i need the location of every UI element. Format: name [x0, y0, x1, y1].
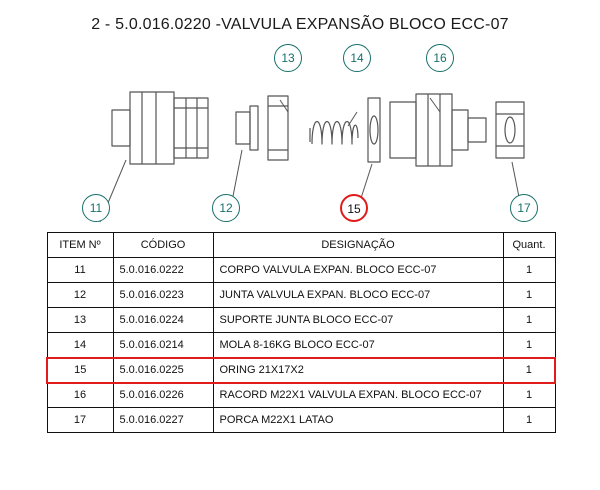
- part-racord: [390, 94, 486, 166]
- cell-item: 12: [47, 283, 113, 308]
- table-row: [47, 408, 555, 433]
- column-header-item: ITEM Nº: [47, 233, 113, 258]
- table-row: [47, 258, 555, 283]
- callout-balloon-16[interactable]: 16: [426, 44, 454, 72]
- table-row: [47, 283, 555, 308]
- cell-item: 15: [47, 358, 113, 383]
- cell-quantity: 1: [503, 358, 555, 383]
- callout-balloon-13[interactable]: 13: [274, 44, 302, 72]
- cell-designation: JUNTA VALVULA EXPAN. BLOCO ECC-07: [213, 283, 503, 308]
- table-header-row: [47, 233, 555, 258]
- parts-table: [46, 232, 556, 433]
- cell-item: 11: [47, 258, 113, 283]
- cell-quantity: 1: [503, 283, 555, 308]
- part-nut: [496, 102, 524, 158]
- column-header-code: CÓDIGO: [113, 233, 213, 258]
- cell-code: 5.0.016.0224: [113, 308, 213, 333]
- cell-designation: CORPO VALVULA EXPAN. BLOCO ECC-07: [213, 258, 503, 283]
- cell-quantity: 1: [503, 308, 555, 333]
- cell-designation: MOLA 8-16KG BLOCO ECC-07: [213, 333, 503, 358]
- part-gasket: [236, 106, 258, 150]
- table-row: [47, 308, 555, 333]
- page-title: 2 - 5.0.016.0220 -VALVULA EXPANSÃO BLOCO ECC-07: [91, 16, 509, 33]
- cell-designation: PORCA M22X1 LATAO: [213, 408, 503, 433]
- cell-code: 5.0.016.0222: [113, 258, 213, 283]
- callout-balloon-15[interactable]: 15: [340, 194, 368, 222]
- callout-balloon-11[interactable]: 11: [82, 194, 110, 222]
- part-spring: [310, 122, 358, 145]
- cell-code: 5.0.016.0223: [113, 283, 213, 308]
- cell-code: 5.0.016.0227: [113, 408, 213, 433]
- table-row-highlighted: [47, 358, 555, 383]
- callout-balloon-14[interactable]: 14: [343, 44, 371, 72]
- column-header-designation: DESIGNAÇÃO: [213, 233, 503, 258]
- table-row: [47, 333, 555, 358]
- callout-balloon-17[interactable]: 17: [510, 194, 538, 222]
- cell-designation: ORING 21X17X2: [213, 358, 503, 383]
- cell-quantity: 1: [503, 383, 555, 408]
- cell-item: 13: [47, 308, 113, 333]
- cell-quantity: 1: [503, 408, 555, 433]
- part-oring: [368, 98, 380, 162]
- cell-code: 5.0.016.0225: [113, 358, 213, 383]
- part-gasket-support: [268, 96, 288, 160]
- callout-balloon-12[interactable]: 12: [212, 194, 240, 222]
- leader-lines: [100, 98, 524, 222]
- parts-table-container: [46, 232, 554, 433]
- table-row: [47, 383, 555, 408]
- part-valve-body: [112, 92, 208, 164]
- cell-quantity: 1: [503, 258, 555, 283]
- cell-item: 17: [47, 408, 113, 433]
- cell-code: 5.0.016.0226: [113, 383, 213, 408]
- cell-quantity: 1: [503, 333, 555, 358]
- cell-designation: SUPORTE JUNTA BLOCO ECC-07: [213, 308, 503, 333]
- cell-item: 16: [47, 383, 113, 408]
- column-header-quantity: Quant.: [503, 233, 555, 258]
- cell-designation: RACORD M22X1 VALVULA EXPAN. BLOCO ECC-07: [213, 383, 503, 408]
- cell-code: 5.0.016.0214: [113, 333, 213, 358]
- cell-item: 14: [47, 333, 113, 358]
